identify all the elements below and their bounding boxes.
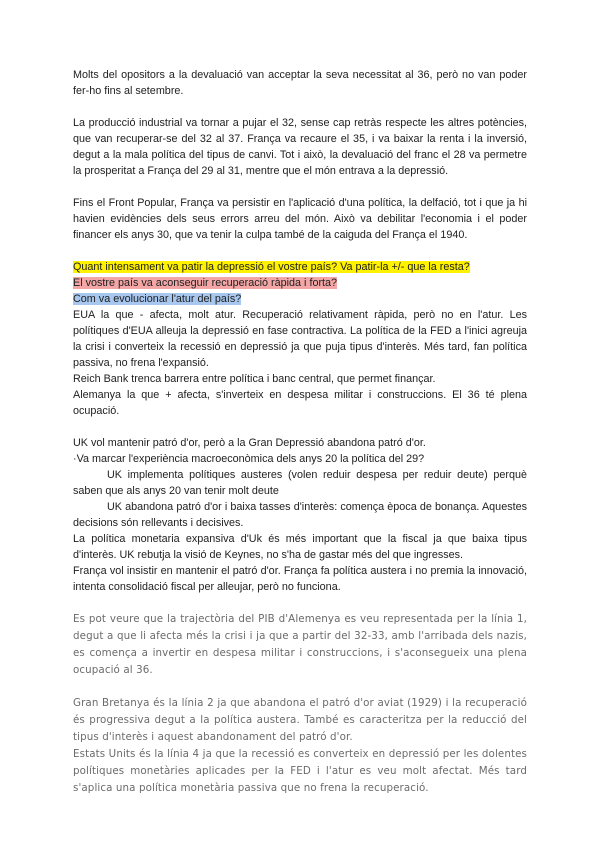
question-unemployment: Com va evolucionar l'atur del país? xyxy=(73,293,242,305)
note-france-gold: França vol insistir en mantenir el patró d'or. França fa política austera i no premia la innovació, intenta consolidació fiscal per alleujar, però no funciona. xyxy=(73,565,527,593)
note-uk-gold-standard: UK vol mantenir patró d'or, però a la Gran Depressió abandona patró d'or. xyxy=(73,437,426,449)
paragraph-devaluation-opponents: Molts del opositors a la devaluació van acceptar la seva necessitat al 36, però no van poder fer-ho fins al setembre. xyxy=(73,69,527,97)
note-uk-austerity: UK implementa polítiques austeres (volen reduir despesa per reduir deute) perquè saben que als anys 20 van tenir molt deute xyxy=(73,469,527,497)
paragraph-industrial-production: La producció industrial va tornar a pujar el 32, sense cap retràs respecte les altres potències, que van recuperar-se del 32 al 37. França va recaure el 35, i va baixar la renta i la inversió, degut a la mala política del tipus de canvi. Tot i això, la devaluació del franc el 28 va permetre la prosperitat a França del 29 al 31, mentre que el món entrava a la depressió. xyxy=(73,117,527,177)
answer-usa: EUA la que - afecta, molt atur. Recuperació relativament ràpida, però no en l'atur. Les polítiques d'EUA alleuja la depressió en fase contractiva. La política de la FED a l'inici agreuja la crisi i converteix la recessió en depressió ja que puja tipus d'interès. Més tard, fan política passiva, no frena l'expansió. xyxy=(73,309,527,369)
note-uk-monetary-policy: La política monetaria expansiva d'Uk és més important que la fiscal ja que baixa tipus d'interès. UK rebutja la visió de Keynes, no s'ha de gastar més del que ingresses. xyxy=(73,533,527,561)
paragraph-germany-line-1: Es pot veure que la trajectòria del PIB d'Alemenya es veu representada per la línia 1, degut a que li afecta més la crisi i ja que a partir del 32-33, amb l'arribada dels nazis, es comença a invertir en despesa militar i construccions, i s'aconsegueix una plena ocupació al 36. xyxy=(73,613,527,676)
note-uk-abandons-gold: UK abandona patró d'or i baixa tasses d'interès: comença època de bonança. Aquestes decisions són rellevants i decisives. xyxy=(73,501,527,529)
paragraph-front-popular: Fins el Front Popular, França va persistir en l'aplicació d'una política, la delfació, tot i que ja hi havien evidències dels seus errors arreu del món. Això va debilitar l'economia i el poder financer els anys 30, que va tenir la culpa també de la caiguda del França el 1940. xyxy=(73,197,527,241)
note-question-20s-experience: ·Va marcar l'experiència macroeconòmica dels anys 20 la política del 29? xyxy=(73,453,425,465)
question-recovery: El vostre país va aconseguir recuperació ràpida i forta? xyxy=(73,277,338,289)
paragraph-britain-line-2: Gran Bretanya és la línia 2 ja que abandona el patró d'or aviat (1929) i la recuperació és progressiva degut a la política austera. També es caracteritza per la reducció del tipus d'interès i aquest abandonament del patró d'or. xyxy=(73,697,527,743)
question-depression-intensity: Quant intensament va patir la depressió el vostre país? Va patir-la +/- que la resta? xyxy=(73,261,470,273)
paragraph-usa-line-4: Estats Units és la línia 4 ja que la recessió es converteix en depressió per les dolentes polítiques monetàries aplicades per la FED i l'atur es veu molt afectat. Més tard s'aplica una política monetària passiva que no frena la recuperació. xyxy=(73,748,527,794)
document-body xyxy=(73,67,527,797)
answer-germany: Alemanya la que + afecta, s'inverteix en despesa militar i construccions. El 36 té plena ocupació. xyxy=(73,389,527,417)
answer-reich-bank: Reich Bank trenca barrera entre política i banc central, que permet finançar. xyxy=(73,373,436,385)
